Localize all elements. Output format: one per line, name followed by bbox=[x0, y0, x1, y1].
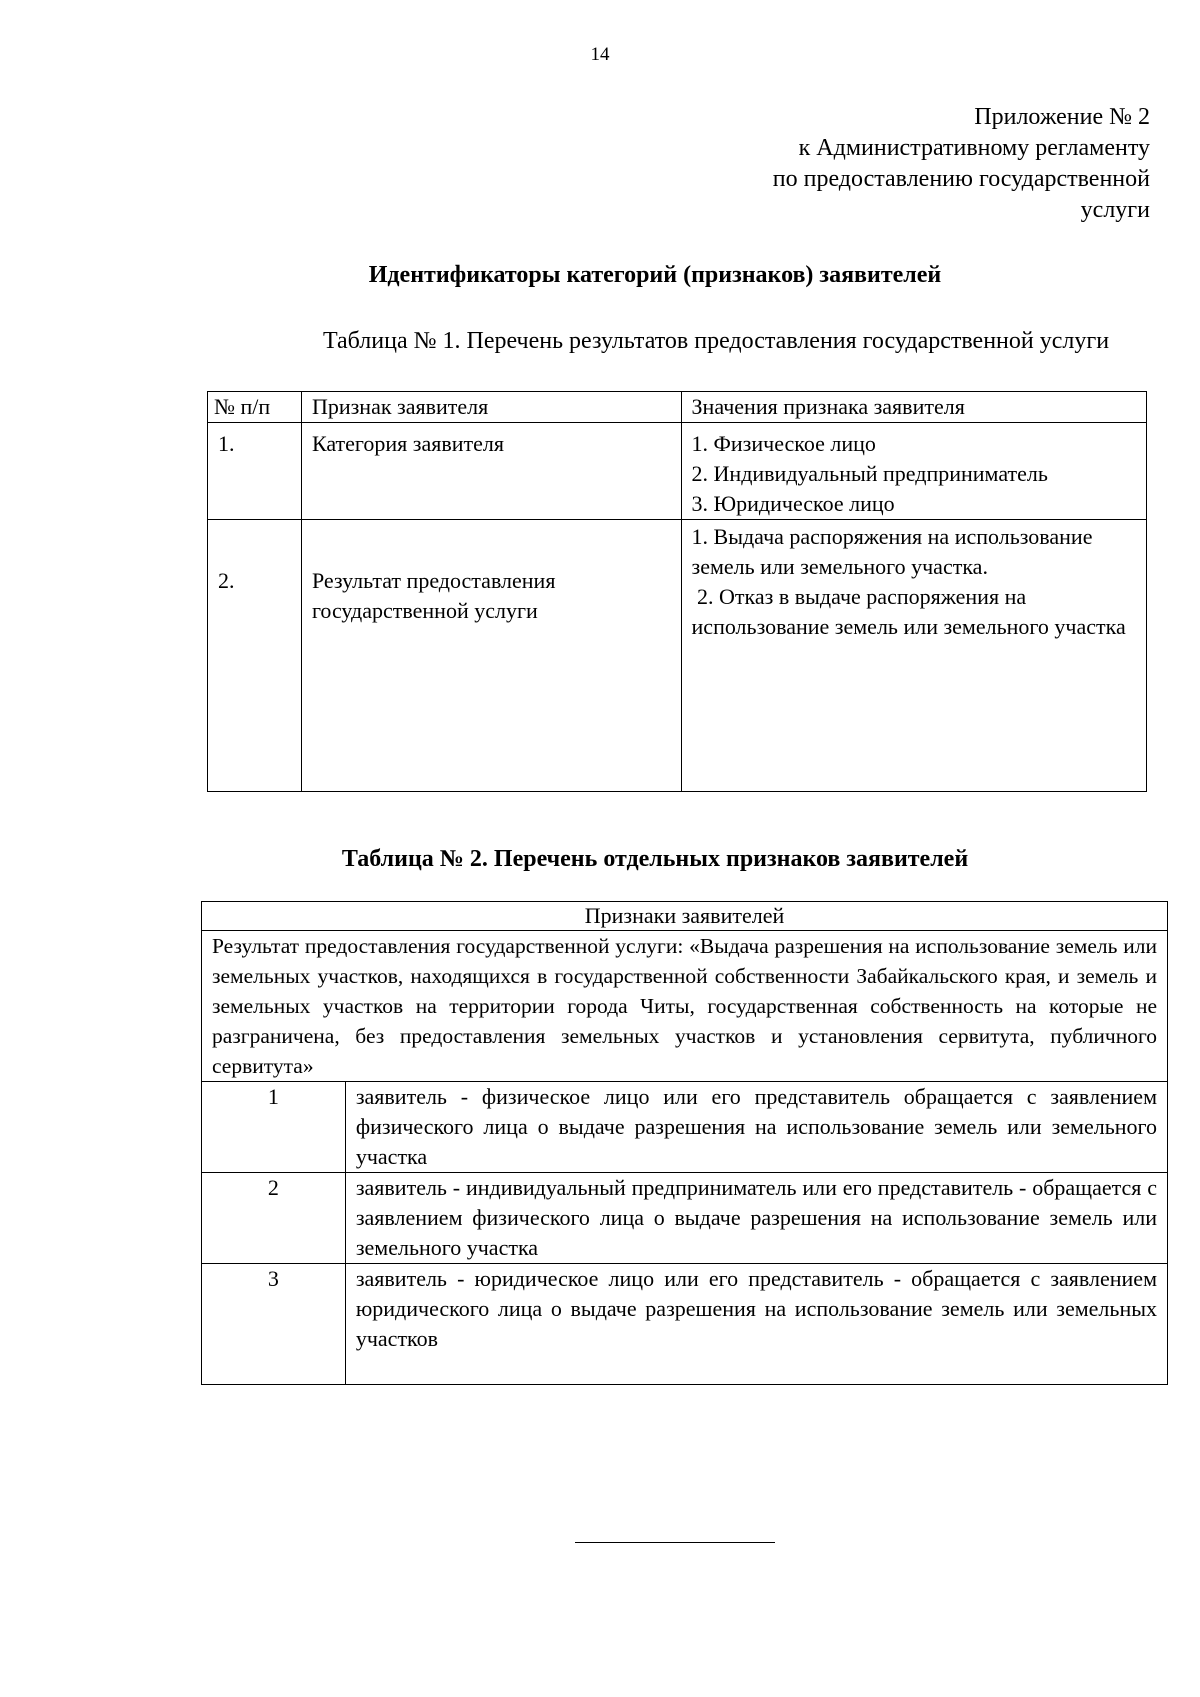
table2-header-row bbox=[202, 902, 1168, 931]
appendix-line-1: Приложение № 2 bbox=[974, 104, 1150, 130]
table1-row1-value-3: 3. Юридическое лицо bbox=[691, 491, 895, 516]
table1-caption: Таблица № 1. Перечень результатов предоставления государственной услуги bbox=[322, 328, 1110, 354]
appendix-line-3: по предоставлению государственной bbox=[772, 166, 1150, 192]
appendix-line-4: услуги bbox=[1080, 197, 1150, 223]
table2-row1-text: заявитель - физическое лицо или его представитель обращается с заявлением физического лица о выдаче разрешения на использование земель или земельного участка bbox=[345, 1082, 1167, 1173]
table1-row2-value-2: 2. Отказ в выдаче распоряжения на использование земель или земельного участка bbox=[691, 584, 1126, 639]
table1-row1-sign: Категория заявителя bbox=[301, 423, 681, 520]
table1-row2-num: 2. bbox=[208, 520, 302, 792]
footer-divider bbox=[575, 1542, 775, 1543]
table2-header: Признаки заявителей bbox=[202, 902, 1168, 931]
table1-row2-value-1: 1. Выдача распоряжения на использование земель или земельного участка. bbox=[691, 524, 1093, 579]
table1-header-num: № п/п bbox=[208, 392, 302, 423]
table-row bbox=[202, 1082, 1168, 1173]
table2-row3-text: заявитель - юридическое лицо или его представитель - обращается с заявлением юридического лица о выдаче разрешения на использование земель или земельных участков bbox=[345, 1264, 1167, 1385]
table-row bbox=[208, 423, 1147, 520]
table1-row1-num: 1. bbox=[208, 423, 302, 520]
table1-row1-values bbox=[681, 423, 1146, 520]
table1-header-values: Значения признака заявителя bbox=[681, 392, 1146, 423]
table2-result-row bbox=[202, 931, 1168, 1082]
table2 bbox=[201, 901, 1168, 1385]
appendix-line-2: к Административному регламенту bbox=[798, 135, 1150, 161]
table2-row2-text: заявитель - индивидуальный предприниматель или его представитель - обращается с заявлением физического лица о выдаче разрешения на использование земель или земельного участка bbox=[345, 1173, 1167, 1264]
table-row bbox=[202, 1264, 1168, 1385]
table-row bbox=[208, 520, 1147, 792]
page-number: 14 bbox=[590, 44, 610, 65]
table1-header-sign: Признак заявителя bbox=[301, 392, 681, 423]
table2-caption: Таблица № 2. Перечень отдельных признаков заявителей bbox=[341, 846, 969, 872]
table1-row1-value-1: 1. Физическое лицо bbox=[691, 431, 876, 456]
document-title: Идентификаторы категорий (признаков) заявителей bbox=[368, 262, 942, 288]
appendix-header bbox=[550, 102, 1150, 226]
table-row bbox=[202, 1173, 1168, 1264]
table1-row2-sign: Результат предоставления государственной услуги bbox=[301, 520, 681, 792]
table1 bbox=[207, 391, 1147, 792]
table1-row1-value-2: 2. Индивидуальный предприниматель bbox=[691, 461, 1048, 486]
table2-row3-num: 3 bbox=[202, 1264, 346, 1385]
table2-row1-num: 1 bbox=[202, 1082, 346, 1173]
table2-row2-num: 2 bbox=[202, 1173, 346, 1264]
table1-header-row bbox=[208, 392, 1147, 423]
table2-result-text: Результат предоставления государственной услуги: «Выдача разрешения на использование земель или земельных участков, находящихся в государственной собственности Забайкальского края, и земель и земельных участков на территории города Читы, государственная собственность на которые не разграничена, без предоставления земельных участков и установления сервитута, публичного сервитута» bbox=[202, 931, 1168, 1082]
table1-row2-values bbox=[681, 520, 1146, 792]
